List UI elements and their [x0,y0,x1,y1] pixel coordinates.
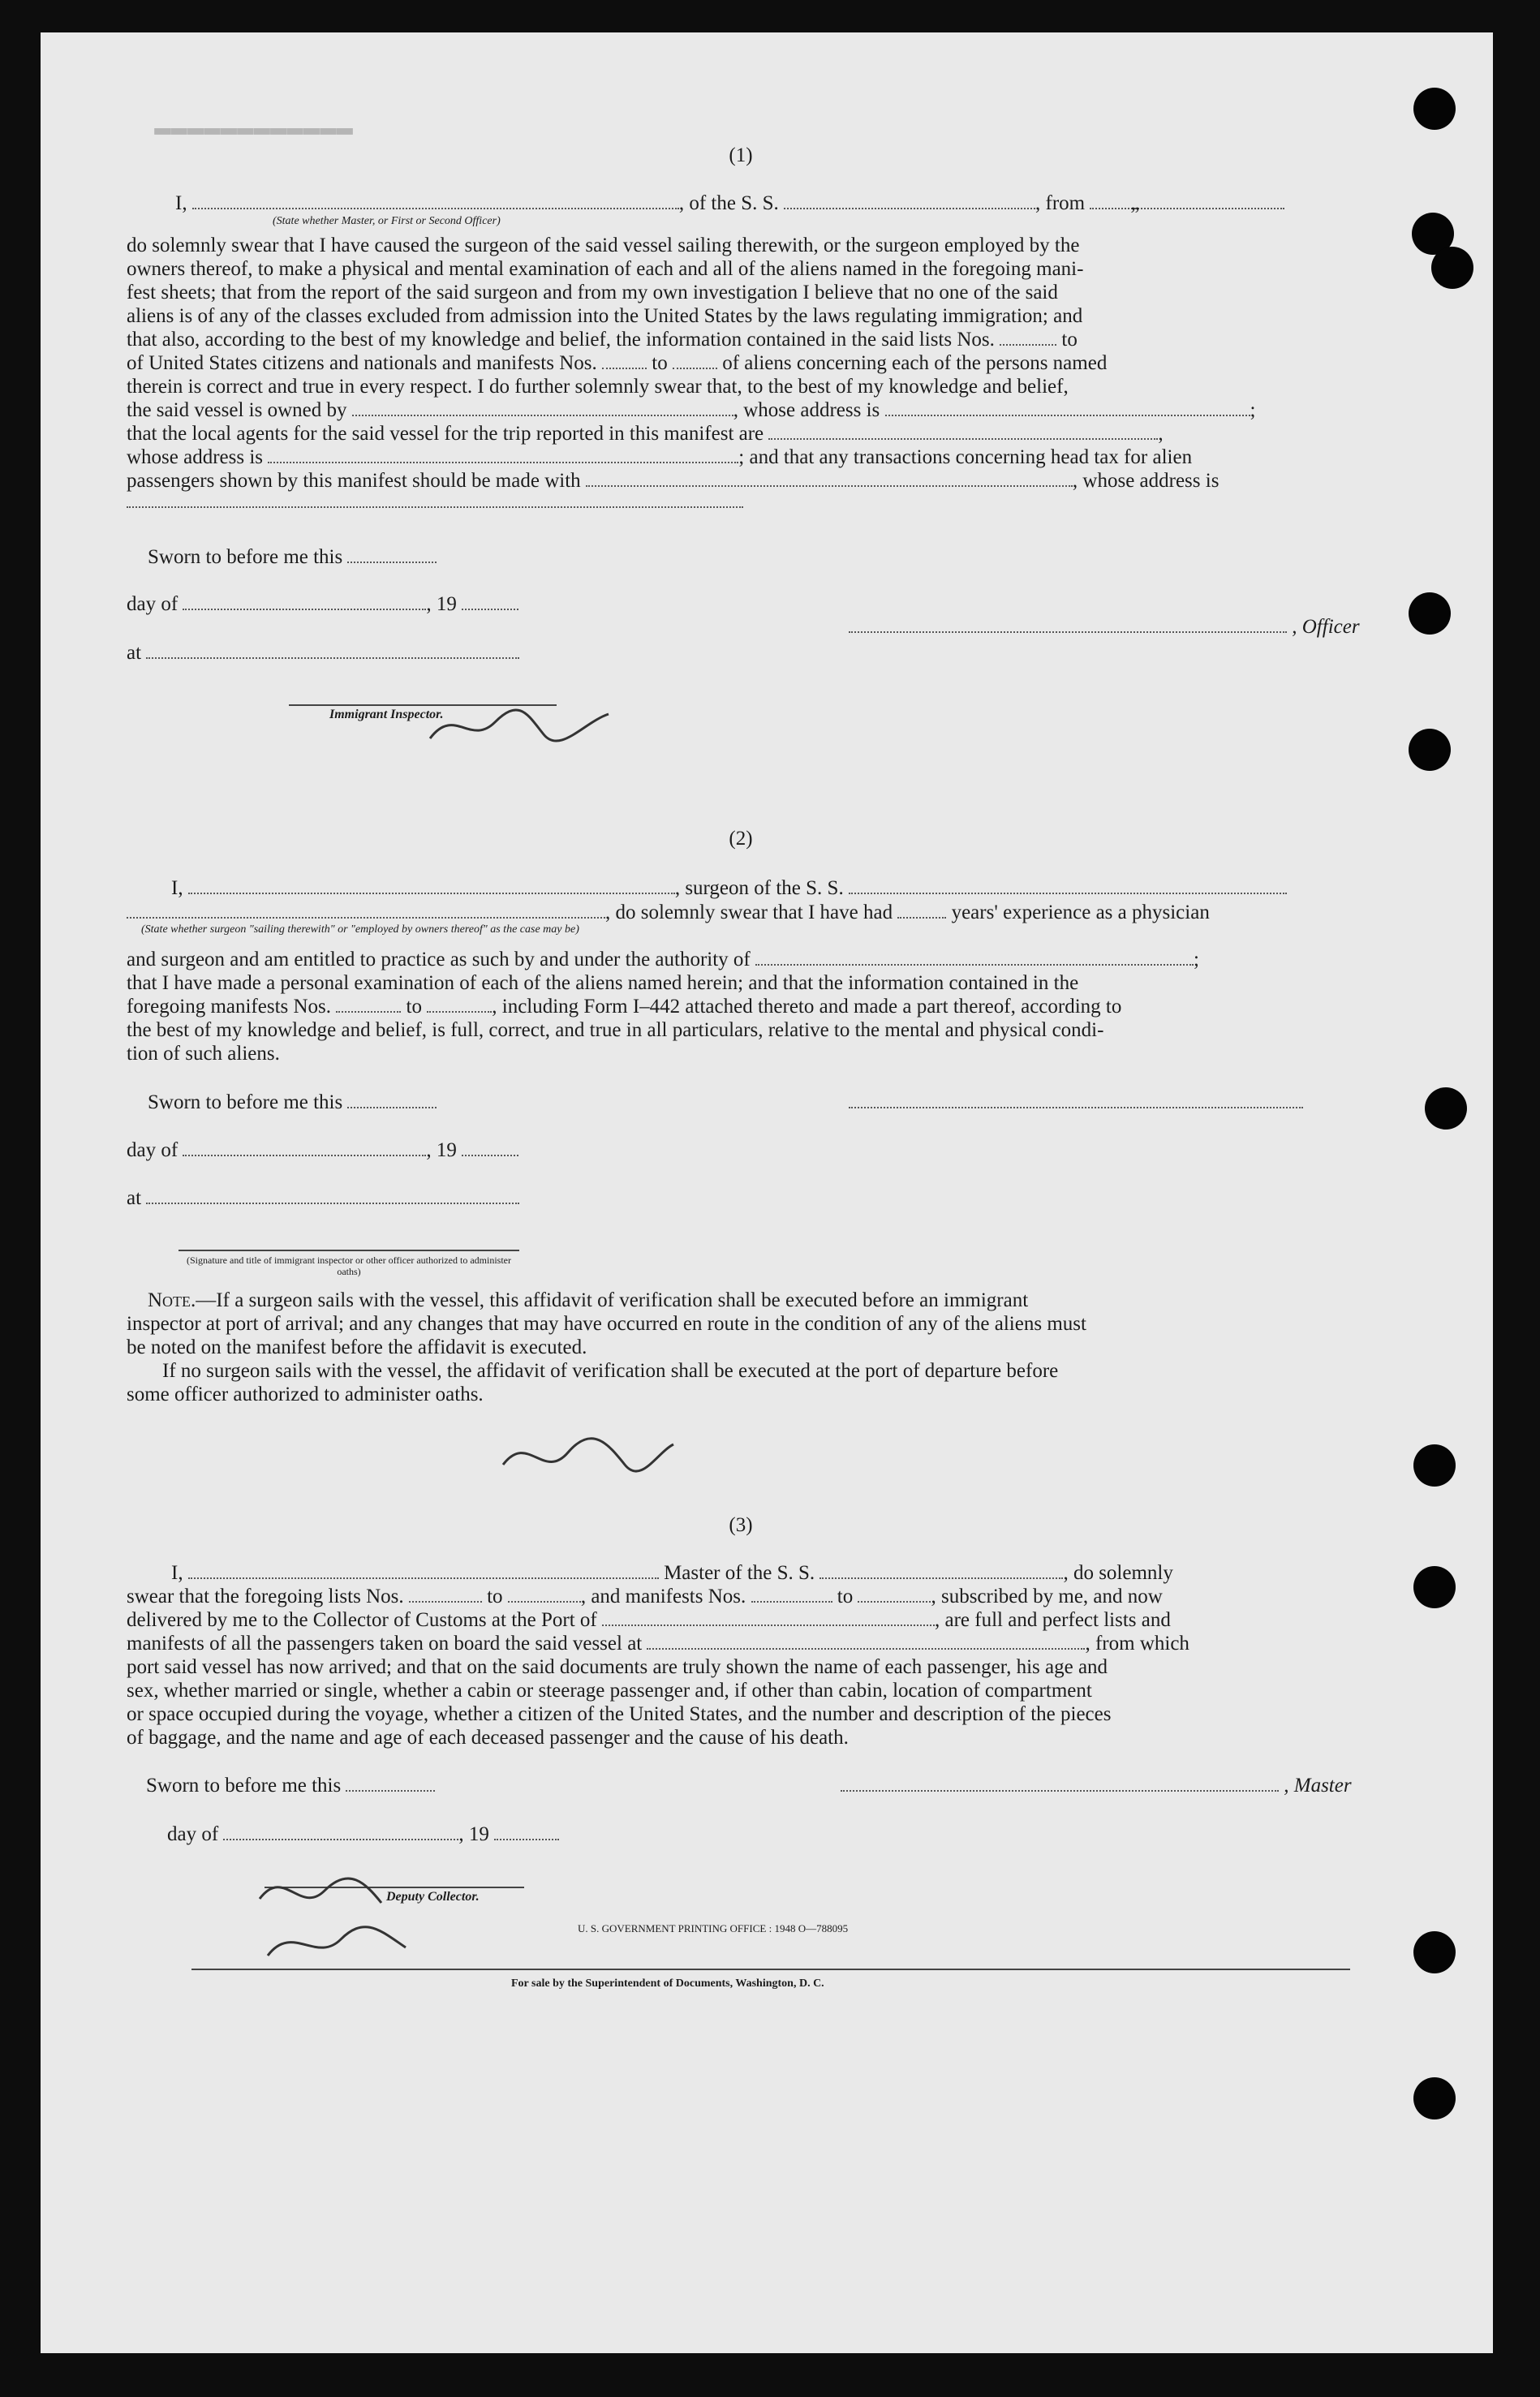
oath-body-line: aliens is of any of the classes excluded from admission into the United States by the laws regulating immigration; and [127,305,1083,327]
surgeon-body-line: tion of such aliens. [127,1043,280,1065]
master-oath-line: I, Master of the S. S. , do solemnly [171,1562,1173,1584]
port-field[interactable] [602,1608,935,1626]
bleed-through-text: ▬▬▬▬▬▬▬▬▬▬▬▬ [154,114,353,144]
punch-hole [1409,729,1451,771]
punch-hole [1409,592,1451,635]
note-line: Note.—If a surgeon sails with the vessel, this affidavit of verification shall be executed before an immigrant [148,1289,1029,1311]
punch-hole [1413,2077,1456,2119]
master-rank-note: (State whether Master, or First or Second Officer) [273,215,501,227]
printing-office-imprint: U. S. GOVERNMENT PRINTING OFFICE : 1948 O—788095 [578,1922,849,1934]
oath-body-line: owners thereof, to make a physical and mental examination of each and all of the aliens named in the foregoing mani- [127,258,1084,280]
lists-to-field[interactable] [508,1585,581,1603]
footer-rule [191,1969,1350,1970]
oath-body-line: whose address is ; and that any transactions concerning head tax for alien [127,446,1193,468]
oath-body-line: therein is correct and true in every respect. I do further solemnly swear that, to the best of my knowledge and belief, [127,376,1069,398]
punch-hole [1425,1087,1467,1130]
vessel-name-field[interactable] [819,1561,1063,1579]
master-oath-line: I, , of the S. S. , from „ [175,192,1284,215]
master-body-line: of baggage, and the name and age of each deceased passenger and the cause of his death. [127,1727,849,1749]
note-line: If no surgeon sails with the vessel, the affidavit of verification shall be executed at the port of departure before [162,1360,1059,1382]
deputy-collector-signature [243,1866,454,1972]
sworn-date-field[interactable] [346,1774,435,1792]
day-line: day of , 19 [167,1822,559,1846]
surgeon-body-line: foregoing manifests Nos. to , including Form I–442 attached thereto and made a part thereof, according to [127,996,1122,1018]
sworn-line: Sworn to before me this [148,1091,437,1114]
section-3 [127,0,1355,2029]
day-line: day of , 19 [127,1138,518,1162]
sworn-line: Sworn to before me this [148,545,437,569]
embark-port-field[interactable] [647,1632,1085,1650]
deputy-collector-caption: Deputy Collector. [386,1890,480,1904]
at-line: at [127,641,519,665]
oath-body-line: do solemnly swear that I have caused the surgeon of the said vessel sailing therewith, or the surgeon employed by the [127,235,1080,256]
section-number: (3) [729,1514,753,1536]
departure-port-field[interactable]: „ [1090,192,1284,209]
punch-hole [1413,1444,1456,1487]
master-body-line: sex, whether married or single, whether a cabin or steerage passenger and, if other than cabin, location of compartment [127,1680,1092,1702]
master-signature-line: , Master [841,1774,1352,1797]
surgeon-capacity-note: (State whether surgeon "sailing therewith" or "employed by owners thereof" as the case may be) [141,923,579,936]
oath-body-line: fest sheets; that from the report of the said surgeon and from my own investigation I believe that no one of the said [127,282,1058,303]
section-number: (2) [729,828,753,850]
punch-hole [1413,1931,1456,1973]
oath-body-line: that also, according to the best of my knowledge and belief, the information contained in the said lists Nos. to [127,329,1078,351]
note-line: be noted on the manifest before the affidavit is executed. [127,1336,587,1358]
master-signature-field[interactable] [841,1774,1279,1792]
inspector-caption: Immigrant Inspector. [329,708,444,721]
master-body-line: or space occupied during the voyage, whether a citizen of the United States, and the number and description of the pieces [127,1703,1112,1725]
lists-from-field[interactable] [409,1585,482,1603]
surgeon-body-line: that I have made a personal examination of each of the aliens named herein; and that the information contained in the [127,972,1079,994]
note-line: inspector at port of arrival; and any changes that may have occurred en route in the condition of any of the aliens must [127,1313,1086,1335]
signature-caption: (Signature and title of immigrant inspector or other officer authorized to administer oaths) [187,1254,511,1277]
oath-body-line: that the local agents for the said vessel for the trip reported in this manifest are , [127,423,1164,445]
sale-notice: For sale by the Superintendent of Documents, Washington, D. C. [511,1977,824,1990]
surgeon-oath-line: I, , surgeon of the S. S. [171,876,1287,900]
day-line: day of , 19 [127,592,518,616]
oath-body-line: the said vessel is owned by , whose address is ; [127,399,1256,421]
punch-hole [1413,88,1456,130]
master-body-line: manifests of all the passengers taken on board the said vessel at , from which [127,1633,1189,1655]
oath-body-line: of United States citizens and nationals and manifests Nos. to of aliens concerning each of the persons named [127,352,1108,374]
manifests-from-field[interactable] [751,1585,832,1603]
note-line: some officer authorized to administer oaths. [127,1384,484,1405]
surgeon-oath-line: , do solemnly swear that I have had years' experience as a physician [127,901,1210,924]
section-number: (1) [729,144,753,166]
year-field[interactable] [494,1822,559,1840]
oath-body-line: passengers shown by this manifest should be made with , whose address is [127,470,1220,492]
inspector-signature [495,1428,682,1485]
inspector-signature [422,698,617,755]
punch-hole [1413,1566,1456,1608]
punch-hole [1431,247,1473,289]
officer-signature-line: , Officer [849,615,1360,639]
day-field[interactable] [223,1822,458,1840]
surgeon-body-line: the best of my knowledge and belief, is full, correct, and true in all particulars, relative to the mental and physical condi- [127,1019,1104,1041]
master-body-line: delivered by me to the Collector of Customs at the Port of , are full and perfect lists and [127,1609,1171,1631]
master-body-line: port said vessel has now arrived; and that on the said documents are truly shown the name of each passenger, his age and [127,1656,1108,1678]
master-name-field[interactable] [188,1561,659,1579]
sworn-line: Sworn to before me this [146,1774,435,1797]
manifests-to-field[interactable] [858,1585,931,1603]
at-line: at [127,1186,519,1210]
master-body-line: swear that the foregoing lists Nos. to , and manifests Nos. to , subscribed by me, and now [127,1586,1163,1607]
surgeon-body-line: and surgeon and am entitled to practice as such by and under the authority of ; [127,949,1199,970]
